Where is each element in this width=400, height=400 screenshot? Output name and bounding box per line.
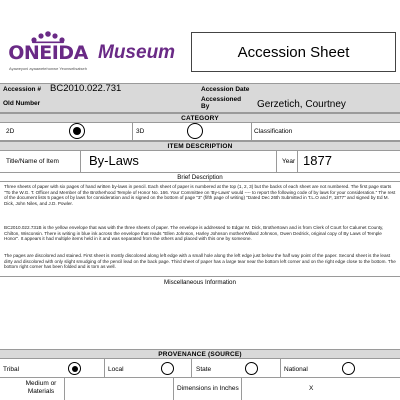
oneida-logo <box>4 30 92 76</box>
accessioned-by-label: Accessioned By <box>201 96 242 110</box>
divider <box>173 377 174 400</box>
title-value[interactable]: By-Laws <box>89 153 139 168</box>
divider <box>280 359 281 377</box>
provenance-national-label: National <box>284 366 308 373</box>
provenance-local-label: Local <box>108 366 124 373</box>
logo-word: ONEIDA <box>8 42 88 64</box>
dimensions-x-label: X <box>309 385 314 392</box>
provenance-local-radio[interactable] <box>161 362 174 375</box>
provenance-tribal-radio[interactable] <box>68 362 81 375</box>
sheet-title <box>191 32 396 72</box>
divider <box>80 151 81 172</box>
old-number-label: Old Number <box>3 100 41 107</box>
divider <box>64 377 65 400</box>
accession-date-label: Accession Date <box>201 86 250 93</box>
sheet-header <box>0 0 400 82</box>
accession-number-value[interactable]: BC2010.022.731 <box>50 83 122 94</box>
divider <box>132 123 133 140</box>
item-description-heading: ITEM DESCRIPTION <box>0 141 400 151</box>
provenance-state-label: State <box>196 366 212 373</box>
divider <box>0 276 400 277</box>
category-3d-label: 3D <box>136 128 145 135</box>
year-label: Year <box>282 158 296 165</box>
description-paragraph-2[interactable]: BC2010.022.731B is the yellow envelope that was with the three sheets of paper. The envelope is addressed to Edgar M. Dick, Brothertown and is from Clerk of Court for Calumet County, Chilton, Wisconsin. There is writing in blue ink across the envelope that reads "Ellen Johnson, Harley Johnson mother/Willard Johnson, Owen Dedrick, original copy of By Laws of Temple Honor". It appears it had multiple items held in it and was separated from the others and placed with this one by someone. <box>4 225 384 242</box>
category-3d-radio[interactable] <box>187 123 203 139</box>
classification-field[interactable] <box>305 124 397 138</box>
year-value[interactable]: 1877 <box>303 153 332 168</box>
accession-date-field[interactable] <box>257 84 397 94</box>
description-paragraph-1[interactable]: Three sheets of paper with six pages of hand written by-laws in pencil. Each sheet of paper is numbered at the top (1, 2, 3) but the backs of each sheet are not numbered. The first page starts "To the W.G. T. Officer and Member of the Brotherhood Temple of Honor No. 166. Your Committee on 'By-Laws' would ---- to report the following code of by laws for your consideration." The rest of the document lists 5 pages of by laws for consideration and is signed on the bottom of page "3" (fifth page of writing) "Dated Dec 26th Submitted in T.L.O and F, 1877" and signed by Ed M. Dick, John Niles, and J.D. Powler. <box>4 184 396 206</box>
title-label: Title/Name of Item <box>6 158 59 165</box>
medium-field[interactable] <box>67 380 171 398</box>
provenance-national-radio[interactable] <box>342 362 355 375</box>
old-number-field[interactable] <box>50 98 195 110</box>
misc-info-label: Miscellaneous Information <box>164 279 236 286</box>
museum-title: Museum <box>98 42 176 63</box>
divider <box>191 359 192 377</box>
accessioned-by-value[interactable]: Gerzetich, Courtney <box>257 99 346 110</box>
classification-label: Classification <box>254 128 293 135</box>
provenance-state-radio[interactable] <box>245 362 258 375</box>
category-2d-radio[interactable] <box>69 123 85 139</box>
provenance-heading: PROVENANCE (SOURCE) <box>0 349 400 359</box>
logo-tagline: Ayaweyoni ayaawetehonwe Yeonwelisatseh <box>9 66 87 71</box>
divider <box>104 359 105 377</box>
provenance-tribal-label: Tribal <box>3 366 20 373</box>
dimensions-label: Dimensions in Inches <box>177 385 239 392</box>
category-heading: CATEGORY <box>0 113 400 123</box>
description-paragraph-3[interactable]: The pages are discolored and stained. First sheet is mostly discolored along left edge with a small hole along the left edge just below the half way point of the paper. Second sheet is the least dirty and discolored with only slight smudging of the pencil lead on the back page. Third sheet of paper has a large tear near the bottom left corner and on the right edge close to the bottom. The bottom right corner has been folded and is torn as well. <box>4 253 396 270</box>
divider <box>297 151 298 172</box>
accession-number-label: Accession # <box>3 86 41 93</box>
misc-info-field[interactable] <box>4 289 396 347</box>
sheet-title-text: Accession Sheet <box>237 43 350 61</box>
divider <box>241 377 242 400</box>
brief-description-label: Brief Description <box>177 174 223 181</box>
divider <box>276 151 277 172</box>
divider <box>251 123 252 140</box>
medium-label: Medium or Materials <box>25 380 57 395</box>
divider <box>0 377 400 378</box>
category-2d-label: 2D <box>6 128 15 135</box>
